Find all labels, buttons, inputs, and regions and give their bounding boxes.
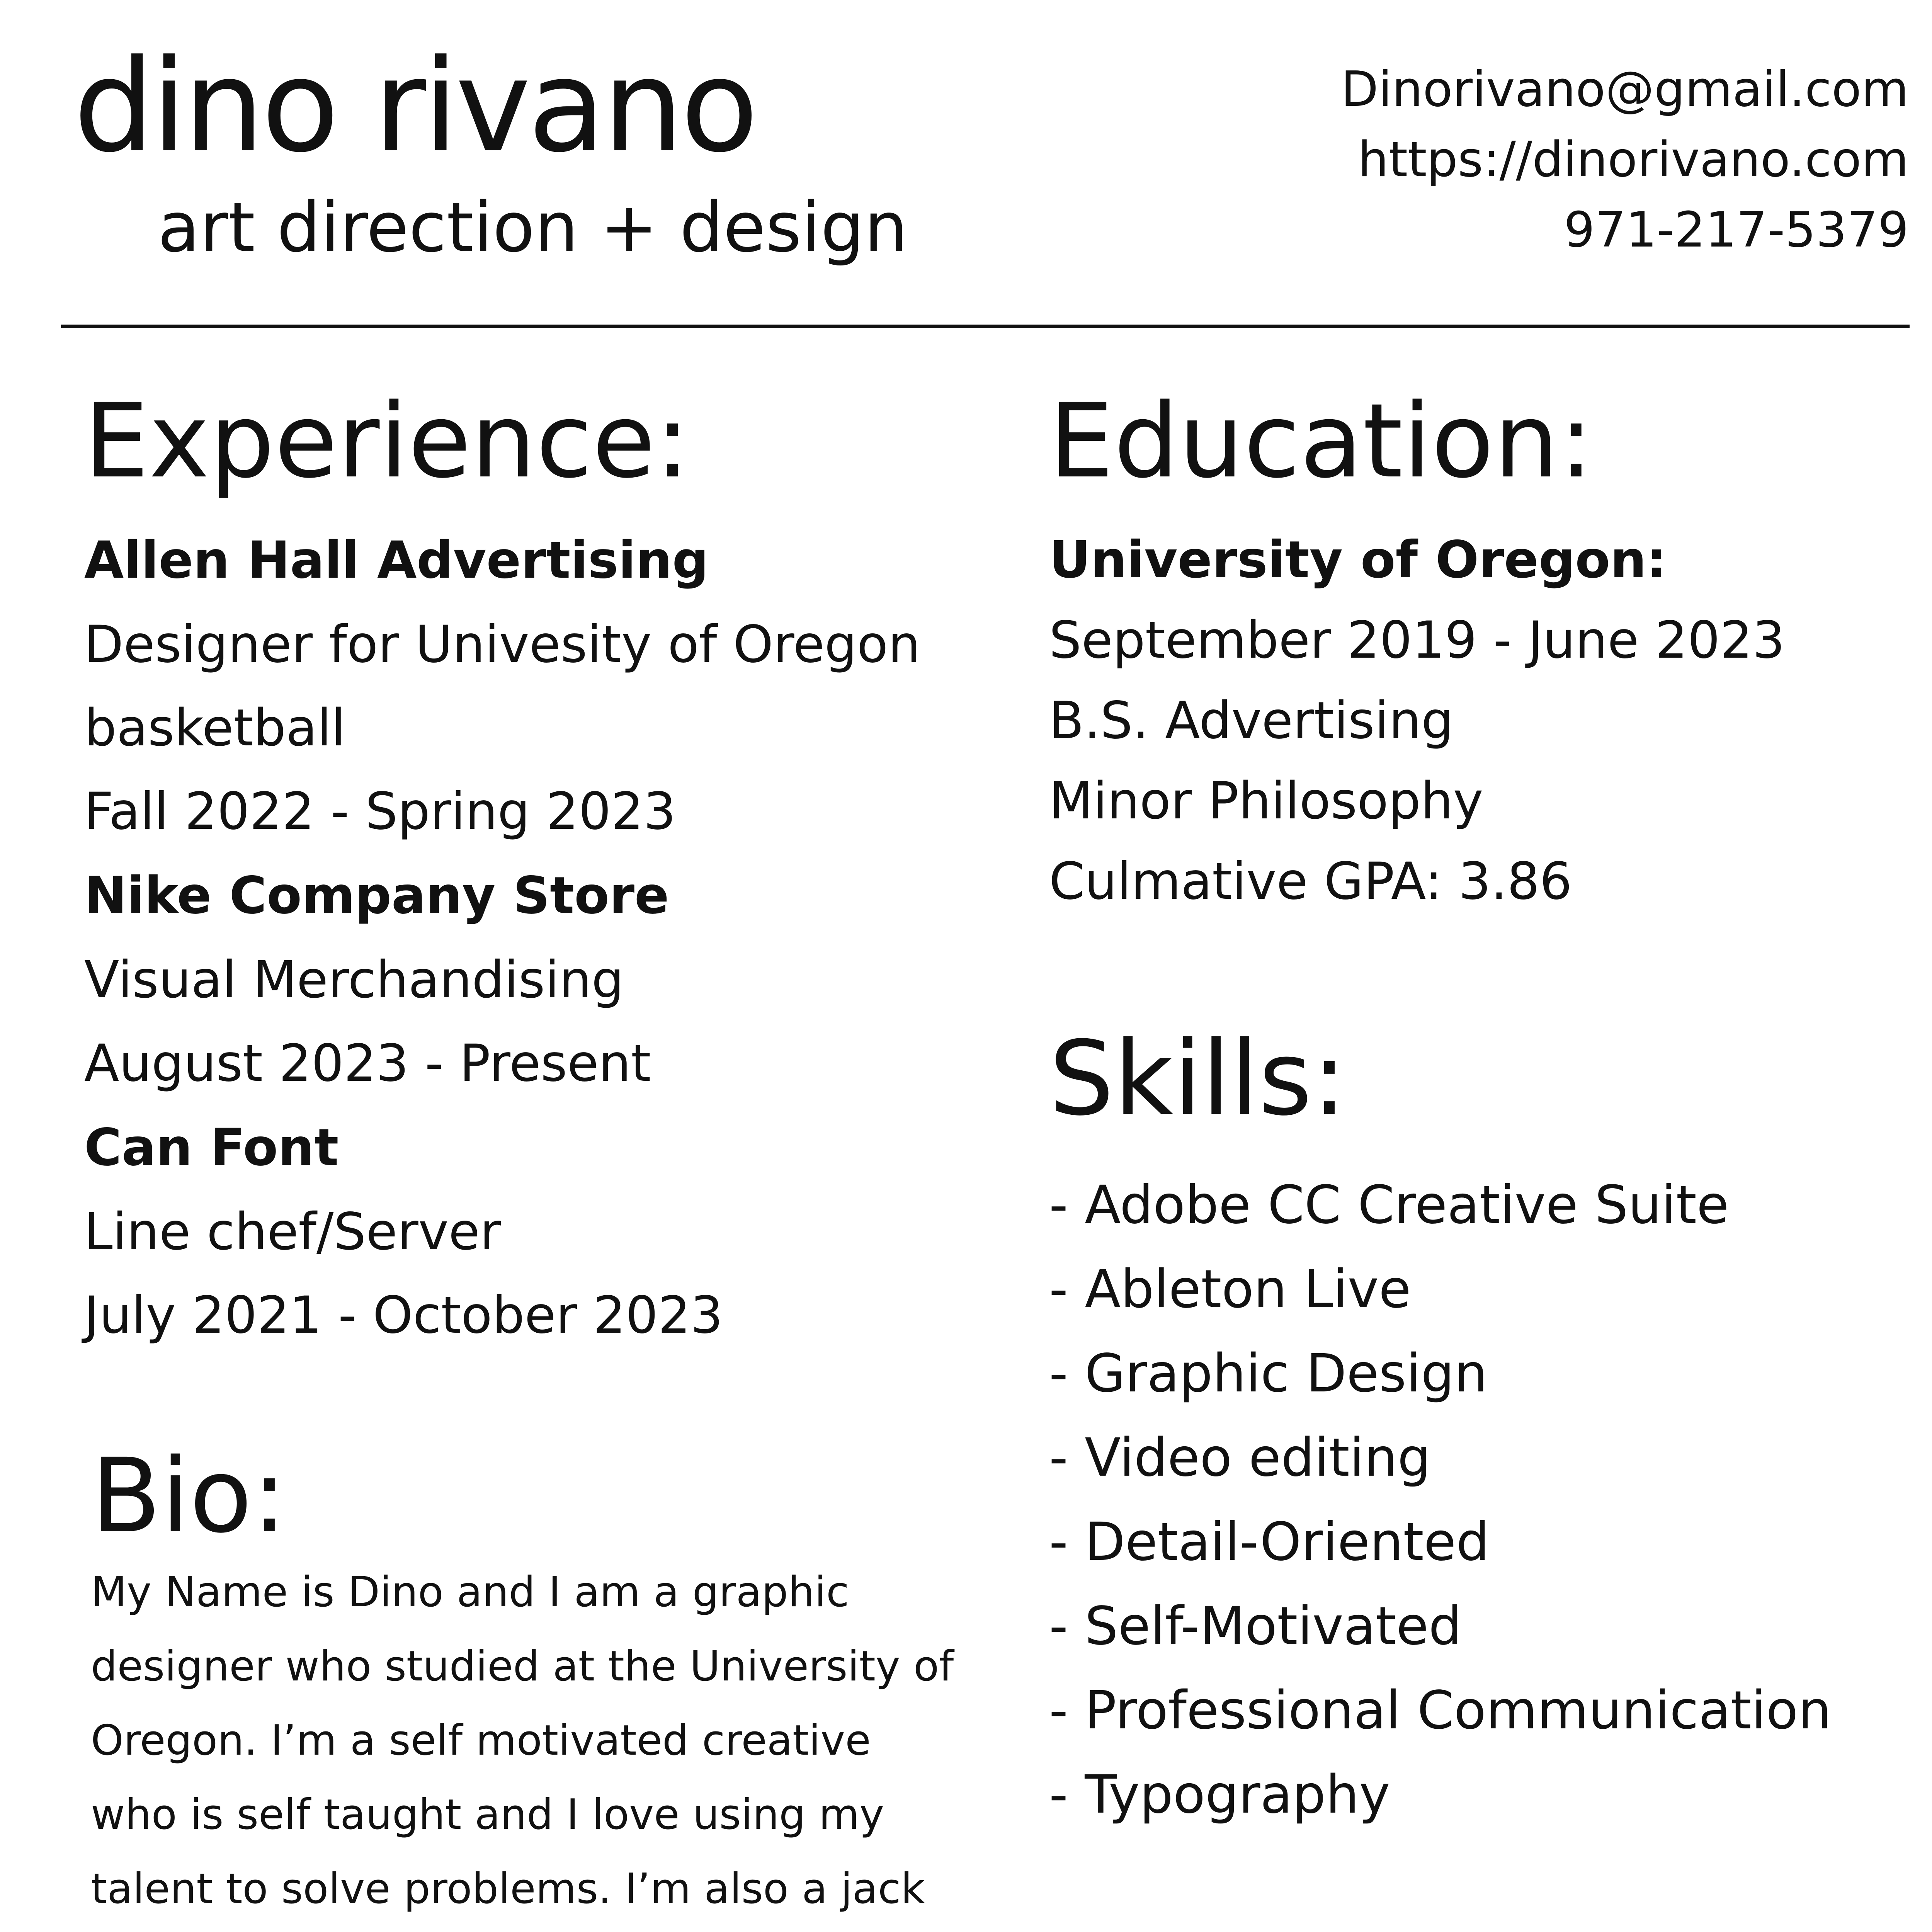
experience-list bbox=[84, 518, 992, 1357]
experience-heading: Experience: bbox=[84, 382, 690, 501]
experience-role: Line chef/Server bbox=[84, 1202, 501, 1262]
skills-heading: Skills: bbox=[1049, 1019, 1347, 1138]
education-school: University of Oregon: bbox=[1049, 530, 1667, 590]
skill-item: - Adobe CC Creative Suite bbox=[1049, 1175, 1729, 1236]
skill-item: - Graphic Design bbox=[1049, 1343, 1488, 1404]
education-block bbox=[1049, 520, 1785, 922]
experience-title: Allen Hall Advertising bbox=[84, 531, 709, 590]
experience-role: Designer for Univesity of Oregon basketball bbox=[84, 615, 921, 758]
experience-dates: July 2021 - October 2023 bbox=[84, 1286, 723, 1345]
experience-title: Nike Company Store bbox=[84, 866, 669, 925]
skill-item: - Self-Motivated bbox=[1049, 1596, 1462, 1657]
education-heading: Education: bbox=[1049, 382, 1594, 501]
skill-item: - Professional Communication bbox=[1049, 1680, 1832, 1741]
education-minor: Minor Philosophy bbox=[1049, 771, 1483, 831]
contact-phone: 971-217-5379 bbox=[1564, 201, 1909, 258]
education-dates: September 2019 - June 2023 bbox=[1049, 611, 1785, 670]
experience-entry bbox=[84, 1105, 992, 1357]
skill-item: - Typography bbox=[1049, 1764, 1390, 1825]
contact-email[interactable]: Dinorivano@gmail.com bbox=[1341, 61, 1909, 117]
logo-tagline: art direction + design bbox=[158, 187, 908, 267]
education-gpa: Culmative GPA: 3.86 bbox=[1049, 852, 1572, 911]
contact-website[interactable]: https://dinorivano.com bbox=[1357, 131, 1909, 188]
bio-heading: Bio: bbox=[91, 1437, 287, 1556]
contact-block bbox=[1341, 54, 1909, 265]
experience-entry bbox=[84, 518, 992, 853]
experience-title: Can Font bbox=[84, 1118, 339, 1177]
skills-list bbox=[1049, 1163, 1832, 1837]
bio-text: My Name is Dino and I am a graphic designer who studied at the University of Oregon. I’m a self motivated creative who is self taught and I love using my talent to solve problems. I’m also a jack bbox=[91, 1568, 954, 1913]
experience-dates: August 2023 - Present bbox=[84, 1034, 651, 1093]
logo-name: dino rivano bbox=[73, 32, 756, 180]
skill-item: - Ableton Live bbox=[1049, 1259, 1411, 1320]
education-degree: B.S. Advertising bbox=[1049, 691, 1454, 750]
skill-item: - Detail-Oriented bbox=[1049, 1512, 1490, 1573]
experience-role: Visual Merchandising bbox=[84, 950, 624, 1010]
header-divider bbox=[61, 325, 1910, 328]
experience-dates: Fall 2022 - Spring 2023 bbox=[84, 782, 676, 841]
experience-entry bbox=[84, 853, 992, 1105]
skill-item: - Video editing bbox=[1049, 1427, 1431, 1488]
